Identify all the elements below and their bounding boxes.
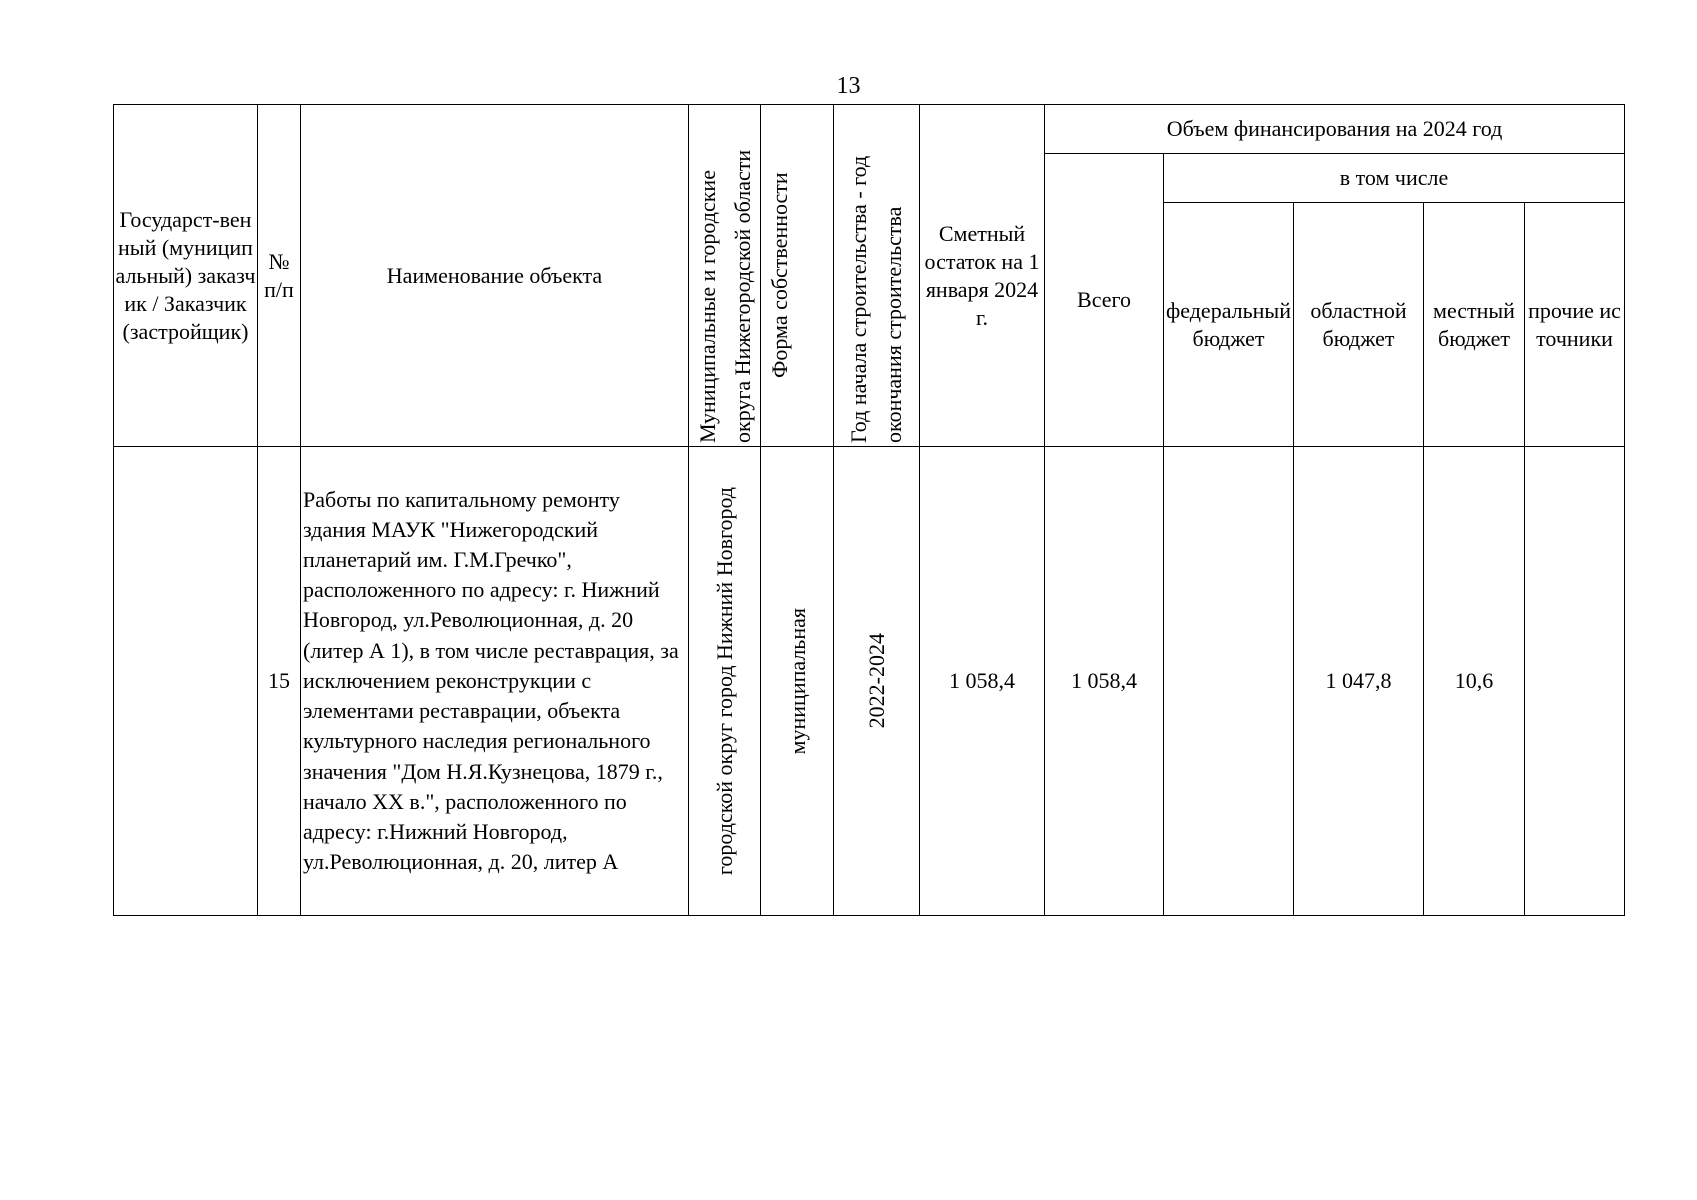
cell-object-name (301, 447, 689, 916)
header-municipal-district: Муниципальные и городские округа Нижегородской области (689, 105, 761, 447)
header-customer: Государст-венный (муниципальный) заказчик / Заказчик (застройщик) (114, 105, 258, 447)
cell-other-sources (1525, 447, 1625, 916)
header-row-1 (114, 105, 1625, 154)
page-number: 13 (836, 73, 861, 99)
cell-estimate-remainder: 1 058,4 (920, 447, 1045, 916)
financing-table (113, 104, 1625, 916)
cell-municipal-district: городской округ город Нижний Новгород (689, 447, 761, 916)
cell-regional-budget: 1 047,8 (1294, 447, 1424, 916)
header-construction-years: Год начала строительства - год окончания строительства (834, 105, 920, 447)
header-other-sources: прочие источники (1525, 203, 1625, 447)
cell-federal-budget (1164, 447, 1294, 916)
header-ownership-form: Форма собственности (761, 105, 834, 447)
header-including: в том числе (1164, 154, 1625, 203)
header-total: Всего (1045, 154, 1164, 447)
header-local-budget: местный бюджет (1424, 203, 1525, 447)
header-federal-budget: федеральный бюджет (1164, 203, 1294, 447)
header-regional-budget: областной бюджет (1294, 203, 1424, 447)
header-estimate-remainder: Сметный остаток на 1 января 2024 г. (920, 105, 1045, 447)
table-row (114, 447, 1625, 916)
cell-number: 15 (258, 447, 301, 916)
cell-local-budget: 10,6 (1424, 447, 1525, 916)
cell-ownership-form: муниципальная (761, 447, 834, 916)
header-object-name: Наименование объекта (301, 105, 689, 447)
object-name-text: Работы по капитальному ремонту здания МАУК "Нижегородский планетарий им. Г.М.Гречко", расположенного по адресу: г. Нижний Новгород, ул.Революционная, д. 20 (литер А 1), в том числе реставрация, за исключением реконструкции с элементами реставрации, объекта культурного наследия регионального значения "Дом Н.Я.Кузнецова, 1879 г., начало XX в.", расположенного по адресу: г.Нижний Новгород, ул.Революционная, д. 20, литер А (303, 486, 679, 875)
cell-customer (114, 447, 258, 916)
header-number: № п/п (258, 105, 301, 447)
cell-construction-years: 2022-2024 (834, 447, 920, 916)
header-financing-title: Объем финансирования на 2024 год (1045, 105, 1625, 154)
cell-total: 1 058,4 (1045, 447, 1164, 916)
